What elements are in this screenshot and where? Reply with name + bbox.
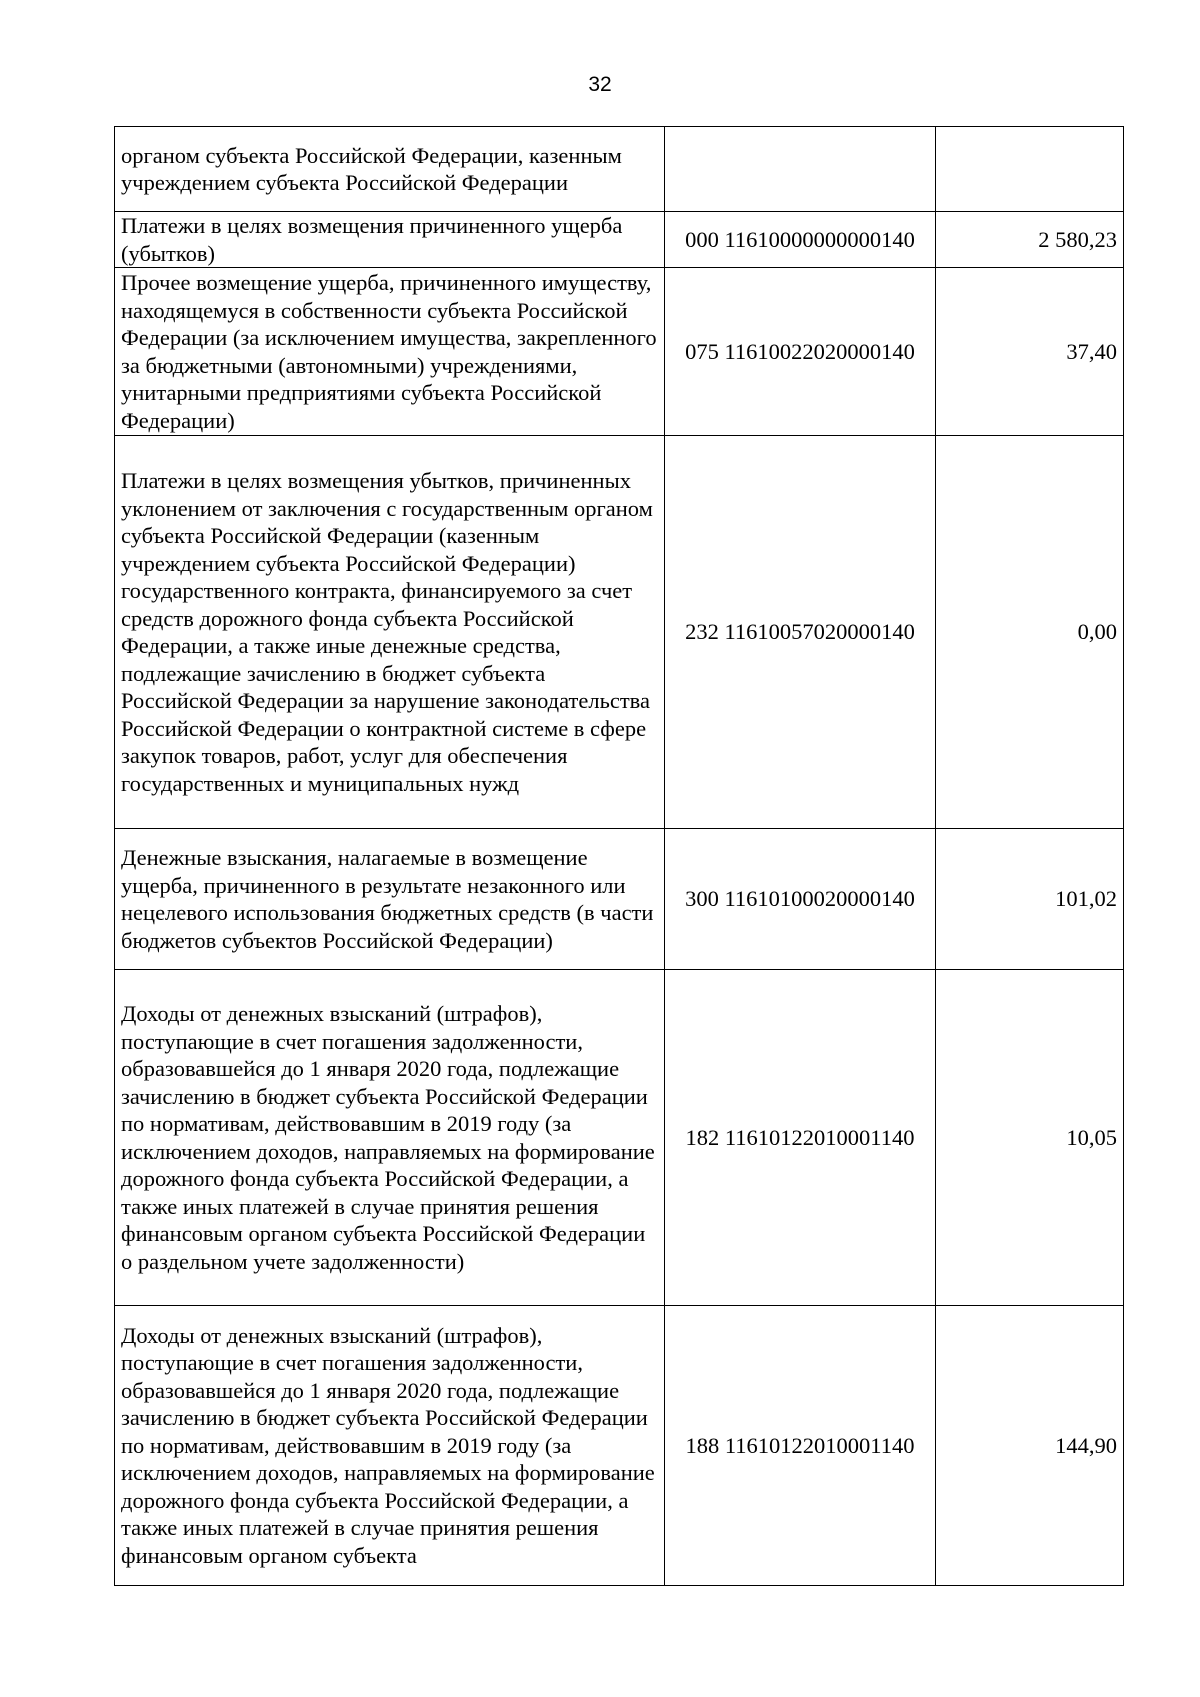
amount-cell: 10,05 (936, 970, 1124, 1306)
budget-code-cell (665, 127, 936, 212)
budget-code-cell: 075 11610022020000140 (665, 268, 936, 436)
table-row (115, 212, 1124, 268)
table-row (115, 436, 1124, 829)
revenue-name-cell: Прочее возмещение ущерба, причиненного имуществу, находящемуся в собственности субъекта Российской Федерации (за исключением имущества, закрепленного за бюджетными (автономными) учреждениями, унитарными предприятиями субъекта Российской Федерации) (115, 268, 665, 436)
table-row (115, 268, 1124, 436)
table-row (115, 127, 1124, 212)
amount-cell: 37,40 (936, 268, 1124, 436)
table-row (115, 970, 1124, 1306)
budget-code-cell: 182 11610122010001140 (665, 970, 936, 1306)
revenue-name-cell: Денежные взыскания, налагаемые в возмещение ущерба, причиненного в результате незаконного или нецелевого использования бюджетных средств (в части бюджетов субъектов Российской Федерации) (115, 829, 665, 970)
revenue-name-cell: Платежи в целях возмещения убытков, причиненных уклонением от заключения с государственным органом субъекта Российской Федерации (казенным учреждением субъекта Российской Федерации) государственного контракта, финансируемого за счет средств дорожного фонда субъекта Российской Федерации, а также иные денежные средства, подлежащие зачислению в бюджет субъекта Российской Федерации за нарушение законодательства Российской Федерации о контрактной системе в сфере закупок товаров, работ, услуг для обеспечения государственных и муниципальных нужд (115, 436, 665, 829)
revenue-name-cell: органом субъекта Российской Федерации, казенным учреждением субъекта Российской Федерации (115, 127, 665, 212)
amount-cell: 144,90 (936, 1306, 1124, 1586)
budget-code-cell: 232 11610057020000140 (665, 436, 936, 829)
table-row (115, 829, 1124, 970)
page-number: 32 (588, 73, 612, 96)
amount-cell: 2 580,23 (936, 212, 1124, 268)
revenue-name-cell: Доходы от денежных взысканий (штрафов), поступающие в счет погашения задолженности, образовавшейся до 1 января 2020 года, подлежащие зачислению в бюджет субъекта Российской Федерации по нормативам, действовавшим в 2019 году (за исключением доходов, направляемых на формирование дорожного фонда субъекта Российской Федерации, а также иных платежей в случае принятия решения финансовым органом субъекта Российской Федерации о раздельном учете задолженности) (115, 970, 665, 1306)
budget-revenue-table (114, 126, 1124, 1586)
revenue-name-cell: Доходы от денежных взысканий (штрафов), поступающие в счет погашения задолженности, образовавшейся до 1 января 2020 года, подлежащие зачислению в бюджет субъекта Российской Федерации по нормативам, действовавшим в 2019 году (за исключением доходов, направляемых на формирование дорожного фонда субъекта Российской Федерации, а также иных платежей в случае принятия решения финансовым органом субъекта (115, 1306, 665, 1586)
amount-cell: 101,02 (936, 829, 1124, 970)
table-row (115, 1306, 1124, 1586)
budget-code-cell: 300 11610100020000140 (665, 829, 936, 970)
revenue-name-cell: Платежи в целях возмещения причиненного ущерба (убытков) (115, 212, 665, 268)
amount-cell: 0,00 (936, 436, 1124, 829)
budget-code-cell: 188 11610122010001140 (665, 1306, 936, 1586)
budget-code-cell: 000 11610000000000140 (665, 212, 936, 268)
amount-cell (936, 127, 1124, 212)
